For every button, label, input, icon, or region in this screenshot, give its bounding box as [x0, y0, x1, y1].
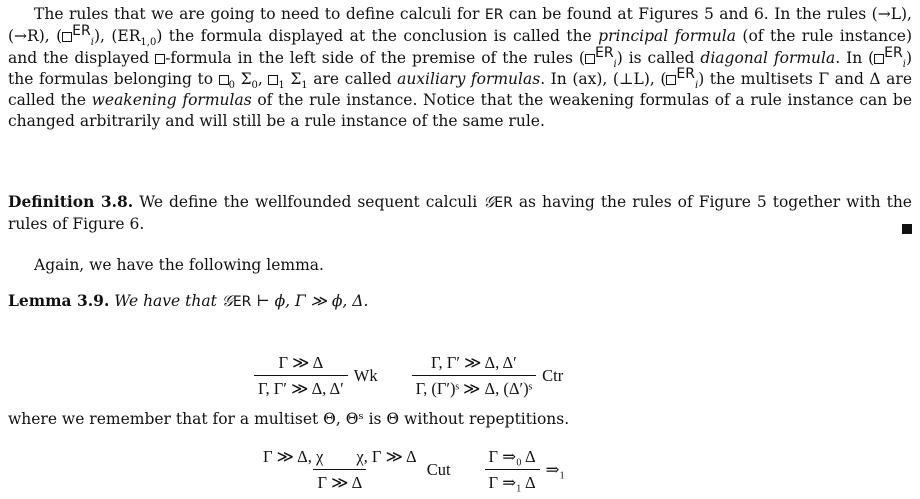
weakening-rule: $\frac{\Gamma ≫ \Delta}{\Gamma, \Gamma' ≫ \Delta, \Delta'}$: [254, 352, 348, 400]
box-symbol: [155, 54, 165, 64]
lemma-label: Lemma 3.9.: [8, 291, 110, 310]
rules-paragraph: The rules that we are going to need to define calculi for ER can be found at Figures 5 and 6. In the rules (→L), (→R), ( $^{ER}_i$), $(ER_{1,0})$ the formula displayed at the conclusion is called the principal formula (of the rule instance) and the displayed -formula in the left side of the premise of the rules ( $^{ER}_i$) is called diagonal formula. In ( $^{ER}_i$) the formulas belonging to $_0$ $\Sigma_0$, $_1$ $\Sigma_1$ are called auxiliary formulas. In (ax), (⊥L), ( $^{ER}_i$) the multisets Γ and Δ are called the weakening formulas of the rule instance. Notice that the weakening formulas of a rule instance can be changed arbitrarily and will still be a rule instance of the same rule.: [8, 5, 913, 131]
box-symbol: [62, 32, 72, 42]
definition-3-8: Definition 3.8. We define the wellfounded sequent calculi 𝒢ER as having the rules of Figure 5 together with the rules of Figure 6.: [8, 192, 912, 234]
multiset-remark: where we remember that for a multiset Θ, Θˢ is Θ without repeptitions.: [8, 410, 570, 428]
again-sentence: Again, we have the following lemma.: [34, 256, 324, 274]
box-symbol: [666, 75, 676, 85]
box-symbol: [874, 54, 884, 64]
rule-name-cut: Cut: [426, 460, 451, 480]
structural-rules-row: [254, 352, 563, 400]
definition-label: Definition 3.8.: [8, 192, 134, 211]
contraction-rule: $\frac{\Gamma, \Gamma' ≫ \Delta, \Delta'}{\text{Γ, (Γ′)ˢ ≫ Δ, (Δ′)ˢ}}$: [412, 352, 537, 400]
box-symbol: [585, 54, 595, 64]
cut-rules-row: [259, 446, 565, 494]
auxiliary-formulas-term: auxiliary formulas: [397, 69, 541, 88]
box-symbol: [219, 75, 229, 85]
rule-name-wk: Wk: [353, 366, 378, 386]
arrow-rule: $\frac{\text{Γ ⇒₀ Δ}}{\text{Γ ⇒₁ Δ}}$: [485, 446, 540, 494]
diagonal-formula-term: diagonal formula: [700, 48, 836, 67]
qed-square-icon: [902, 224, 912, 234]
principal-formula-term: principal formula: [598, 27, 736, 46]
box-symbol: [268, 75, 278, 85]
lemma-3-9: Lemma 3.9. We have that 𝒢ER ⊢ ϕ, Γ ≫ ϕ, Δ.: [8, 291, 369, 310]
rule-name-ctr: Ctr: [542, 366, 564, 386]
weakening-formulas-term: weakening formulas: [91, 91, 252, 110]
cut-rule: $\frac{\text{Γ ≫ Δ, χ χ, Γ ≫ Δ}}{\Gamma ≫ \Delta}$: [263, 447, 417, 493]
rule-name-arrow: ⇒₁: [545, 460, 566, 480]
